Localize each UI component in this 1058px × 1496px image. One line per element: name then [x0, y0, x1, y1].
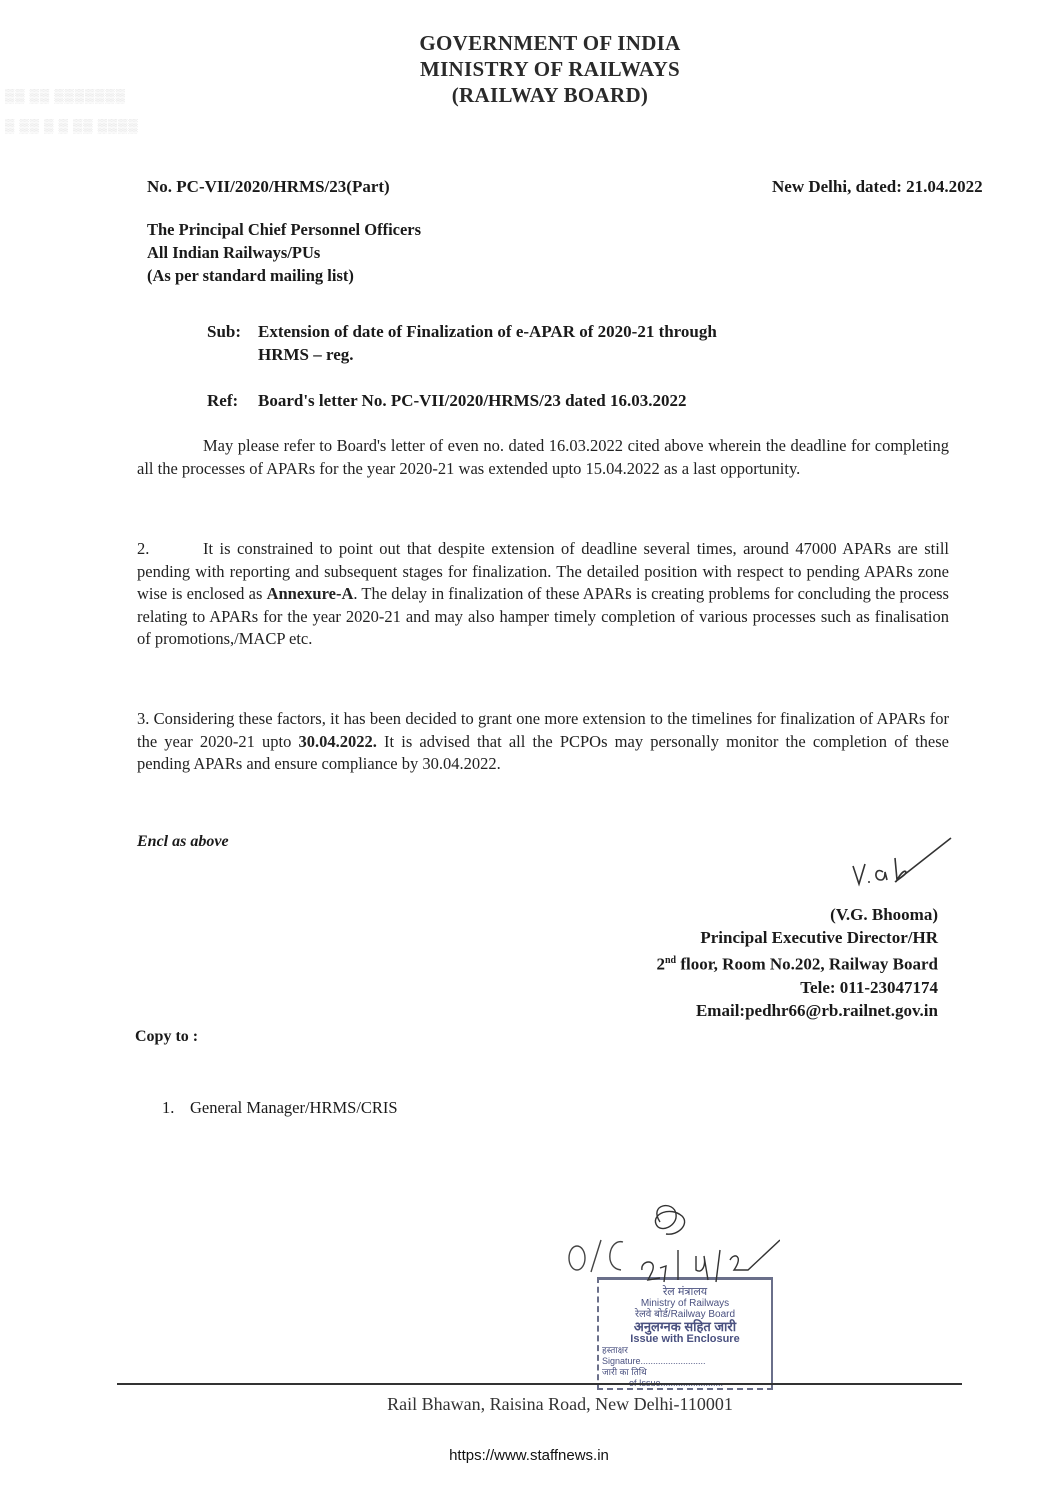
issue-stamp — [597, 1277, 773, 1390]
new-deadline: 30.04.2022. — [298, 731, 377, 751]
copy-to-label: Copy to : — [135, 1028, 199, 1045]
footer-address: Rail Bhawan, Raisina Road, New Delhi-110001 — [387, 1394, 733, 1414]
signatory-address: 2nd floor, Room No.202, Railway Board — [656, 954, 938, 974]
subject-text: Extension of date of Finalization of e-APAR of 2020-21 through — [258, 322, 717, 341]
stamp-date-of-issue: of Issue......................... — [629, 1378, 724, 1388]
paragraph-text: It is constrained to point out that despite extension of deadline several times, around 47000 APARs are still pending with reporting and subsequent stages for finalization. The detailed position with respect to pending APARs zone wise is enclosed as — [137, 539, 949, 603]
subject-block — [207, 320, 717, 366]
handwritten-oc-mark-icon — [565, 1228, 635, 1278]
letterhead-ministry: MINISTRY OF RAILWAYS — [419, 57, 681, 81]
stamp-sig-hindi: हस्ताक्षर — [602, 1345, 628, 1355]
letterhead-government: GOVERNMENT OF INDIA — [419, 31, 681, 55]
letterhead-board: (RAILWAY BOARD) — [451, 83, 649, 107]
body-paragraph-1: May please refer to Board's letter of even no. dated 16.03.2022 cited above wherein the deadline for completing all the processes of APARs for the year 2020-21 was extended upto 15.04.2022 as a last opportunity. — [137, 436, 949, 478]
reference-text: Board's letter No. PC-VII/2020/HRMS/23 dated 16.03.2022 — [258, 391, 687, 410]
signatory-email[interactable]: Email:pedhr66@rb.railnet.gov.in — [695, 1000, 938, 1020]
addressee-line: (As per standard mailing list) — [147, 266, 354, 285]
paragraph-text: . The delay in finalization of these APARs is creating problems for concluding the process relating to APARs for the year 2020-21 and may also hamper timely completion of various processes such as finalisation of promotions,/MACP etc. — [137, 584, 949, 648]
addressee-line: All Indian Railways/PUs — [147, 243, 321, 262]
letter-reference-number: No. PC-VII/2020/HRMS/23(Part) — [147, 177, 390, 196]
stamp-ministry: Ministry of Railways — [640, 1298, 730, 1309]
subject-label: Sub: — [207, 322, 242, 341]
enclosure-note: Encl as above — [137, 833, 229, 850]
signatory-designation: Principal Executive Director/HR — [700, 928, 938, 947]
body-paragraph-2 — [137, 538, 949, 651]
signatory-name: (V.G. Bhooma) — [830, 905, 938, 924]
stamp-hindi-ministry: रेल मंत्रालय — [662, 1286, 708, 1298]
reference-label: Ref: — [207, 391, 239, 410]
copy-to-item — [162, 1098, 398, 1118]
handwritten-signature-icon — [845, 836, 955, 896]
letterhead — [0, 30, 1058, 108]
paragraph-number: 2. — [137, 539, 150, 558]
copy-to-item-number: 1. — [162, 1098, 175, 1117]
handwritten-initials-date-icon — [630, 1200, 780, 1290]
paragraph-text: 3. Considering these factors, it has been decided to grant one more extension to the timelines for finalization of APARs for the year 2020-21 upto — [137, 709, 949, 751]
bleed-through-text: ▒▒ ▒▒ ▒▒▒▒▒▒▒ — [5, 88, 126, 103]
stamp-issue-with-enclosure: Issue with Enclosure — [630, 1333, 740, 1345]
body-paragraph-3 — [137, 708, 949, 776]
stamp-hindi-issue: अनुलग्नक सहित जारी — [633, 1319, 737, 1334]
bleed-through-text: ▒ ▒▒ ▒ ▒ ▒▒ ▒▒▒▒ — [5, 118, 139, 133]
signatory-phone: Tele: 011-23047174 — [800, 977, 938, 997]
paragraph-text: It is advised that all the PCPOs may personally monitor the completion of these pending APARs and ensure compliance by 30.04.2022. — [137, 731, 950, 773]
copy-to-item-text: General Manager/HRMS/CRIS — [190, 1098, 398, 1117]
reference-block — [207, 391, 686, 411]
annexure-reference: Annexure-A — [266, 584, 354, 603]
stamp-signature-line: Signature.......................... — [602, 1356, 706, 1366]
watermark-url[interactable]: https://www.staffnews.in — [449, 1447, 609, 1464]
footer-divider — [117, 1383, 962, 1385]
subject-text-cont: HRMS – reg. — [258, 345, 354, 364]
addressee-block — [147, 218, 421, 287]
stamp-board: रेलवे बोर्ड/Railway Board — [634, 1309, 736, 1320]
letter-place-date: New Delhi, dated: 21.04.2022 — [772, 177, 983, 196]
addressee-line: The Principal Chief Personnel Officers — [147, 220, 422, 239]
signatory-block — [656, 903, 938, 1022]
stamp-date-hindi: जारी का तिथि — [602, 1367, 647, 1377]
